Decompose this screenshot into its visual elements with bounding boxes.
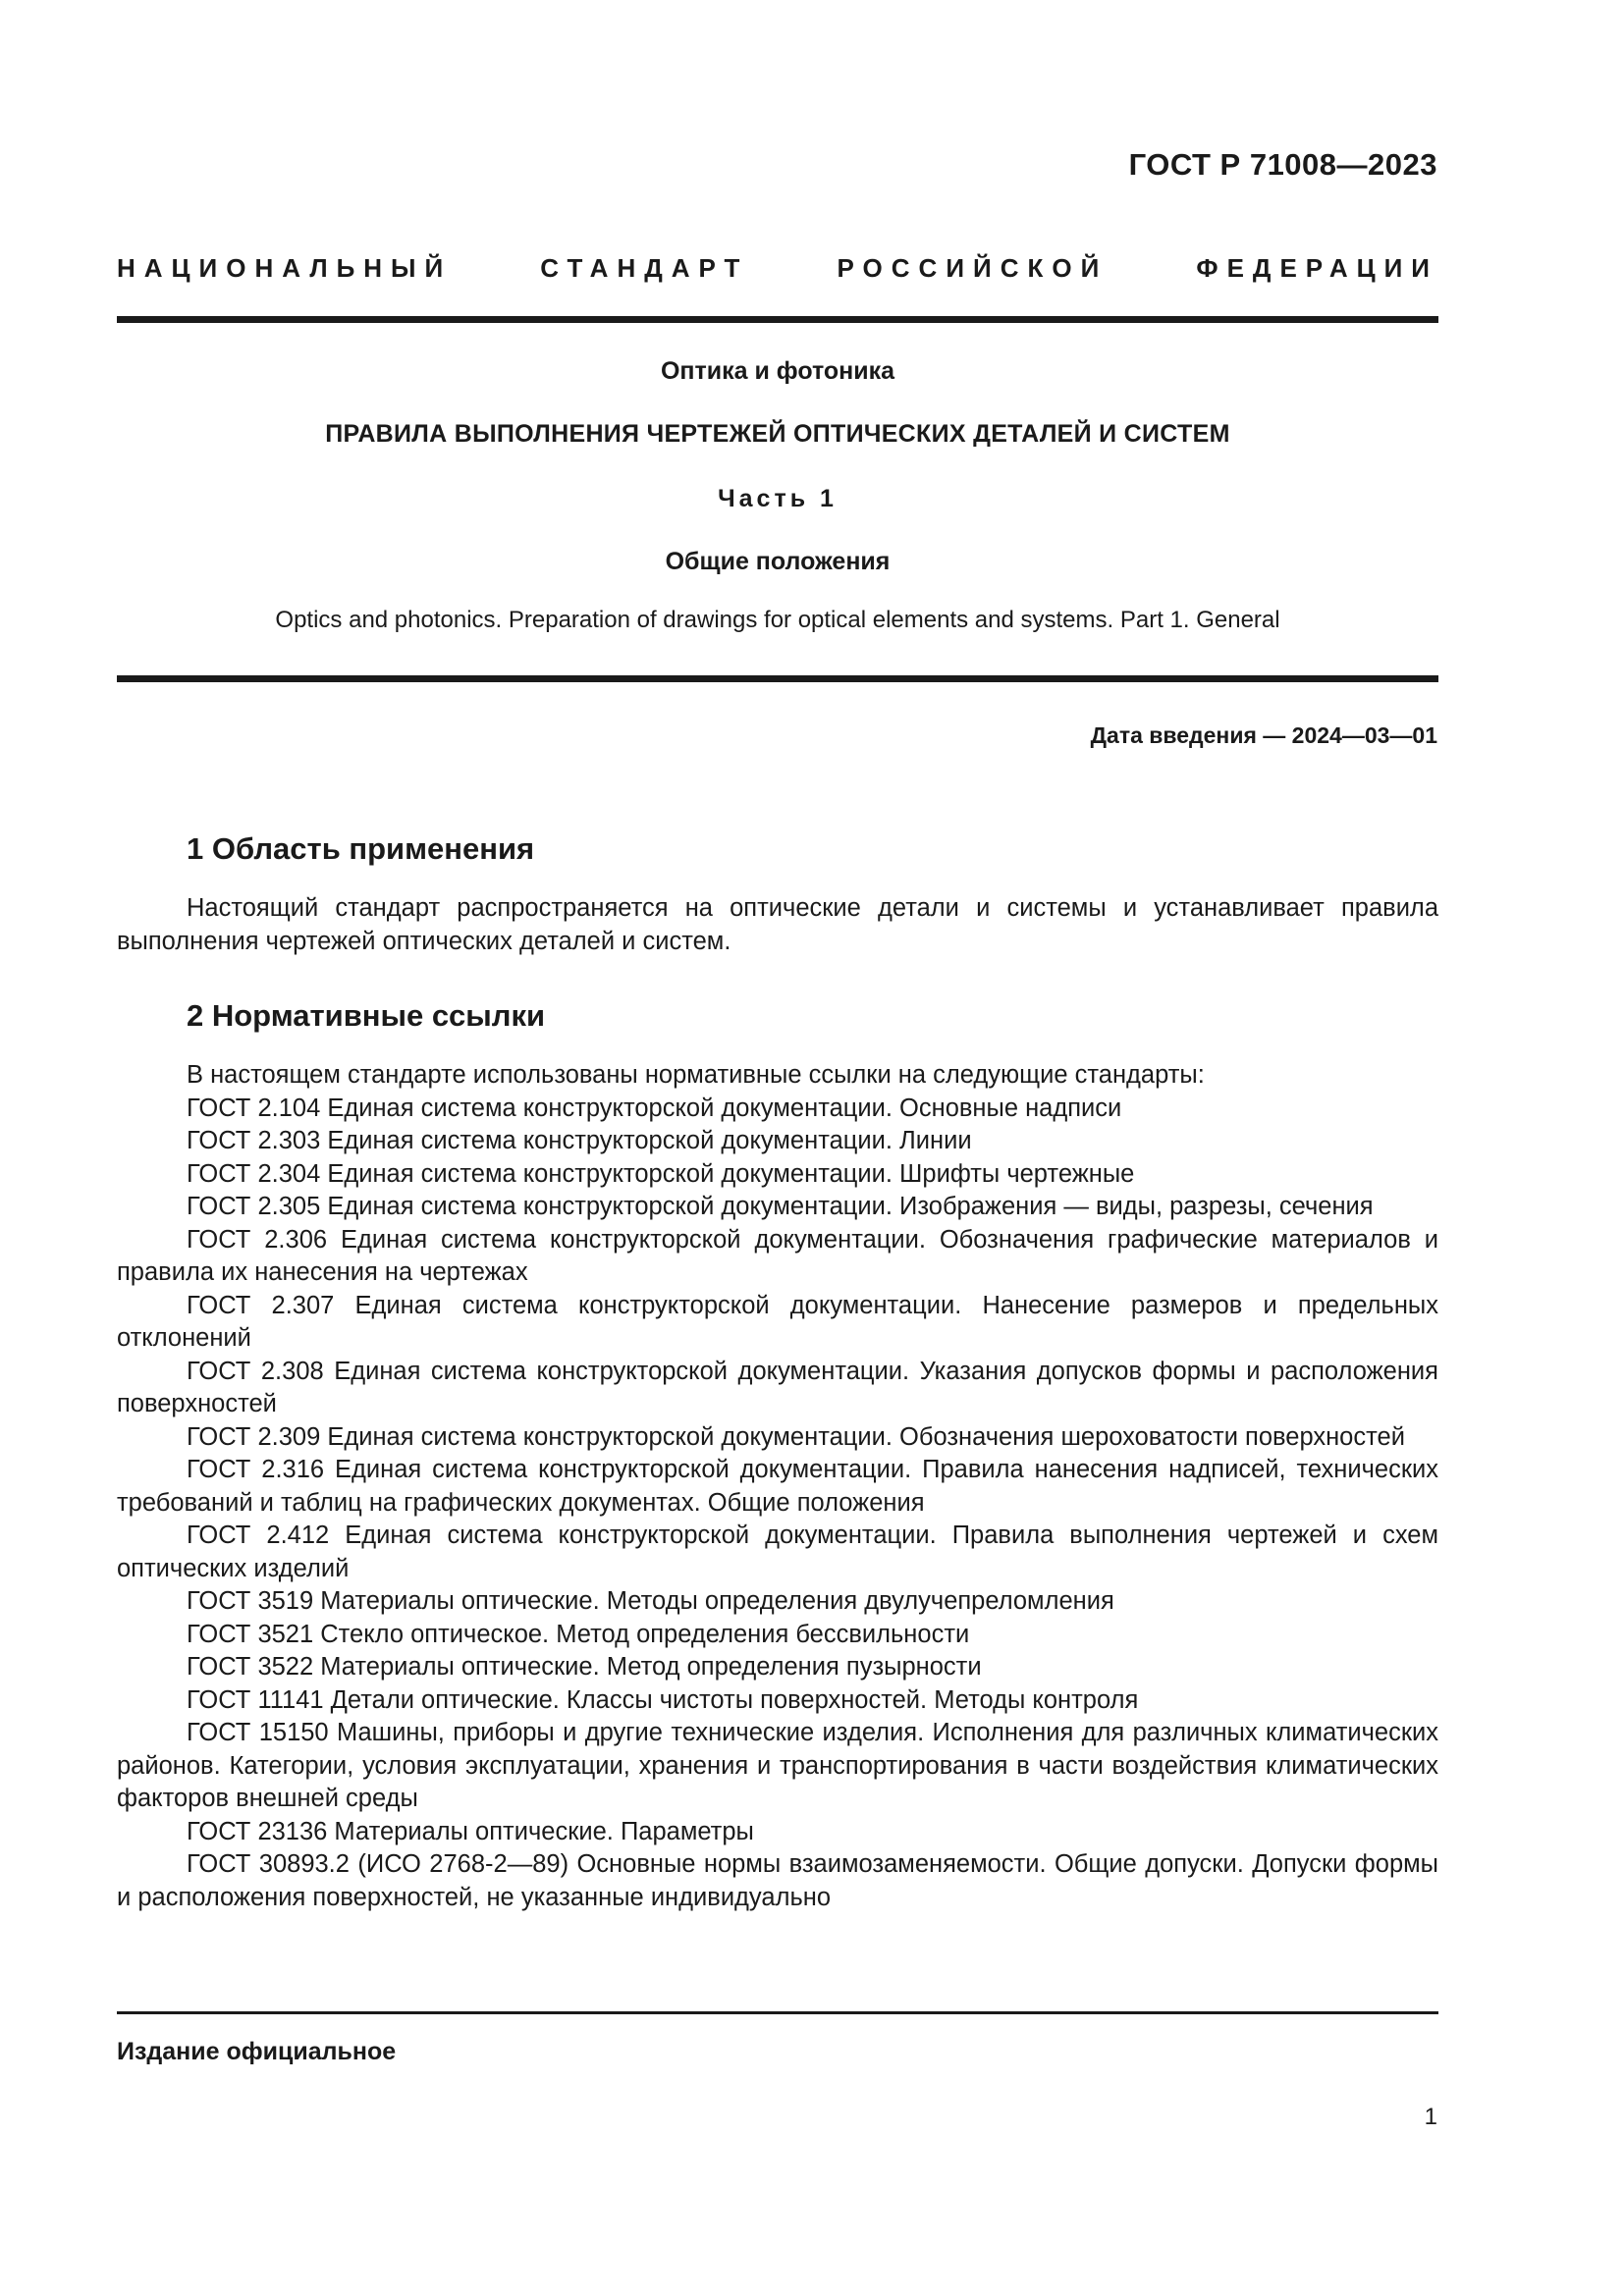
section-heading-scope: 1 Область применения	[187, 831, 535, 866]
reference-item: ГОСТ 11141 Детали оптические. Классы чистоты поверхностей. Методы контроля	[187, 1685, 1139, 1714]
reference-item: ГОСТ 2.306 Единая система конструкторской документации. Обозначения графические материалов и правила их нанесения на чертежах	[117, 1225, 1438, 1286]
english-title: Optics and photonics. Preparation of drawings for optical elements and systems. Part 1. General	[275, 607, 1280, 633]
reference-item: ГОСТ 3522 Материалы оптические. Метод определения пузырности	[187, 1653, 982, 1681]
gost-number: ГОСТ Р 71008—2023	[1128, 147, 1437, 182]
part-title: Часть 1	[718, 485, 838, 512]
reference-item: ГОСТ 15150 Машины, приборы и другие технические изделия. Исполнения для различных климатических районов. Категории, условия эксплуатации, хранения и транспортирования в части воздействия климатических факторов внешней среды	[117, 1719, 1438, 1812]
reference-item: ГОСТ 2.305 Единая система конструкторской документации. Изображения — виды, разрезы, сечения	[187, 1193, 1374, 1220]
reference-item: ГОСТ 30893.2 (ИСО 2768-2—89) Основные нормы взаимозаменяемости. Общие допуски. Допуски формы и расположения поверхностей, не указанные индивидуально	[117, 1850, 1438, 1911]
reference-item: ГОСТ 2.104 Единая система конструкторской документации. Основные надписи	[187, 1094, 1122, 1122]
references-intro: В настоящем стандарте использованы нормативные ссылки на следующие стандарты:	[187, 1061, 1205, 1089]
subject-title: Оптика и фотоника	[660, 357, 895, 385]
reference-item: ГОСТ 3519 Материалы оптические. Методы определения двулучепреломления	[187, 1587, 1114, 1615]
section-heading-references: 2 Нормативные ссылки	[187, 998, 546, 1033]
footer-rule	[117, 2011, 1438, 2014]
top-rule	[117, 316, 1438, 323]
reference-item: ГОСТ 2.303 Единая система конструкторской документации. Линии	[187, 1127, 972, 1154]
subtitle: Общие положения	[665, 548, 891, 575]
reference-item: ГОСТ 2.308 Единая система конструкторской документации. Указания допусков формы и расположения поверхностей	[117, 1357, 1438, 1417]
main-title: ПРАВИЛА ВЫПОЛНЕНИЯ ЧЕРТЕЖЕЙ ОПТИЧЕСКИХ ДЕТАЛЕЙ И СИСТЕМ	[325, 420, 1230, 448]
references-section-body	[117, 1059, 1438, 1914]
title-rule	[117, 675, 1438, 682]
scope-section-body	[117, 892, 1438, 958]
reference-item: ГОСТ 2.412 Единая система конструкторской документации. Правила выполнения чертежей и схем оптических изделий	[117, 1522, 1438, 1582]
scope-paragraph: Настоящий стандарт распространяется на оптические детали и системы и устанавливает правила выполнения чертежей оптических деталей и систем.	[117, 894, 1438, 955]
reference-item: ГОСТ 23136 Материалы оптические. Параметры	[187, 1817, 754, 1845]
reference-item: ГОСТ 2.307 Единая система конструкторской документации. Нанесение размеров и предельных отклонений	[117, 1291, 1438, 1352]
reference-item: ГОСТ 2.316 Единая система конструкторской документации. Правила нанесения надписей, технических требований и таблиц на графических документах. Общие положения	[117, 1456, 1438, 1517]
reference-item: ГОСТ 2.309 Единая система конструкторской документации. Обозначения шероховатости поверхностей	[187, 1422, 1405, 1451]
page-number: 1	[1424, 2104, 1437, 2130]
national-standard-banner: НАЦИОНАЛЬНЫЙ СТАНДАРТ РОССИЙСКОЙ ФЕДЕРАЦИИ	[117, 253, 1438, 283]
reference-item: ГОСТ 2.304 Единая система конструкторской документации. Шрифты чертежные	[187, 1159, 1135, 1188]
reference-item: ГОСТ 3521 Стекло оптическое. Метод определения бессвильности	[187, 1620, 970, 1648]
intro-date: Дата введения — 2024—03—01	[1090, 722, 1437, 748]
official-edition-label: Издание официальное	[117, 2038, 397, 2065]
